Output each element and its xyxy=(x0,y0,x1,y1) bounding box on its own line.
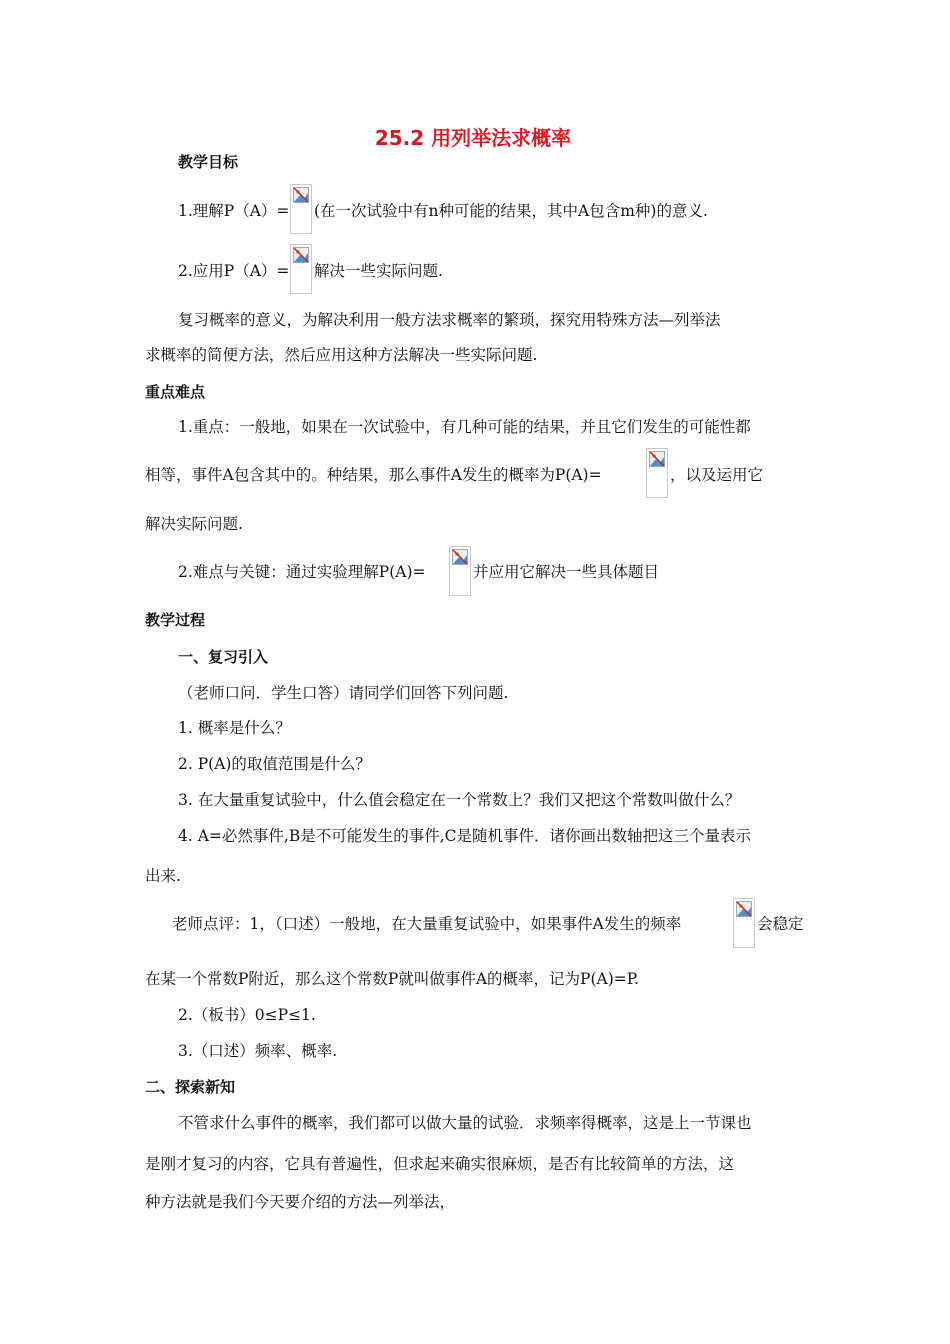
key-item1-line2-tail: ，以及运用它 xyxy=(670,466,764,484)
explore-line2: 是刚才复习的内容，它具有普遍性，但求起来确实很麻烦，是否有比较简单的方法，这 xyxy=(145,1155,735,1173)
formula-image-icon xyxy=(290,244,312,294)
heading-goals: 教学目标 xyxy=(178,153,239,171)
goal-paragraph-line1: 复习概率的意义，为解决利用一般方法求概率的繁琐，探究用特殊方法—列举法 xyxy=(178,311,721,329)
review-intro: （老师口问．学生口答）请同学们回答下列问题. xyxy=(178,684,509,702)
review-question-3: 3. 在大量重复试验中，什么值会稳定在一个常数上？我们又把这个常数叫做什么？ xyxy=(178,791,741,809)
explore-line1: 不管求什么事件的概率，我们都可以做大量的试验．求频率得概率，这是上一节课也 xyxy=(178,1114,752,1132)
review-question-1: 1. 概率是什么？ xyxy=(178,719,291,737)
formula-image-icon xyxy=(449,546,471,596)
key-item2-tail: 并应用它解决一些具体题目 xyxy=(473,563,660,581)
goal-paragraph-line2: 求概率的简便方法，然后应用这种方法解决一些实际问题. xyxy=(145,346,538,364)
formula-image-icon xyxy=(290,184,312,234)
goal-item1-tail: (在一次试验中有n种可能的结果，其中A包含m种)的意义. xyxy=(314,202,708,220)
formula-image-icon xyxy=(733,898,755,948)
formula-image-icon xyxy=(646,448,668,498)
subheading-explore: 二、探索新知 xyxy=(145,1078,236,1096)
key-item1-line2: 相等，事件A包含其中的。种结果，那么事件A发生的概率为P(A)= xyxy=(145,466,602,484)
goal-item2-tail: 解决一些实际问题. xyxy=(314,262,443,280)
subheading-review: 一、复习引入 xyxy=(178,648,269,666)
key-item1-line1: 1.重点：一般地，如果在一次试验中，有几种可能的结果，并且它们发生的可能性都 xyxy=(178,418,751,436)
page-title: 25.2 用列举法求概率 xyxy=(374,126,572,150)
review-question-4-line2: 出来. xyxy=(145,867,181,885)
goal-item1-text: 1.理解P（A）= xyxy=(178,202,290,220)
review-question-2: 2. P(A)的取值范围是什么？ xyxy=(178,755,371,773)
comment-item-2: 2.（板书）0≤P≤1. xyxy=(178,1006,316,1024)
goal-item2-text: 2.应用P（A）= xyxy=(178,262,290,280)
teacher-comment-line1-tail: 会稳定 xyxy=(757,915,804,933)
explore-line3: 种方法就是我们今天要介绍的方法—列举法， xyxy=(145,1193,456,1211)
heading-process: 教学过程 xyxy=(145,611,206,629)
key-item2-text: 2.难点与关键：通过实验理解P(A)= xyxy=(178,563,426,581)
comment-item-3: 3.（口述）频率、概率. xyxy=(178,1042,338,1060)
review-question-4-line1: 4. A=必然事件,B是不可能发生的事件,C是随机事件．诸你画出数轴把这三个量表示 xyxy=(178,827,752,845)
teacher-comment-line1: 老师点评：1，（口述）一般地，在大量重复试验中，如果事件A发生的频率 xyxy=(172,915,682,933)
heading-key-points: 重点难点 xyxy=(145,383,206,401)
key-item1-line3: 解决实际问题. xyxy=(145,515,243,533)
teacher-comment-line2: 在某一个常数P附近，那么这个常数P就叫做事件A的概率，记为P(A)=P. xyxy=(145,970,639,988)
